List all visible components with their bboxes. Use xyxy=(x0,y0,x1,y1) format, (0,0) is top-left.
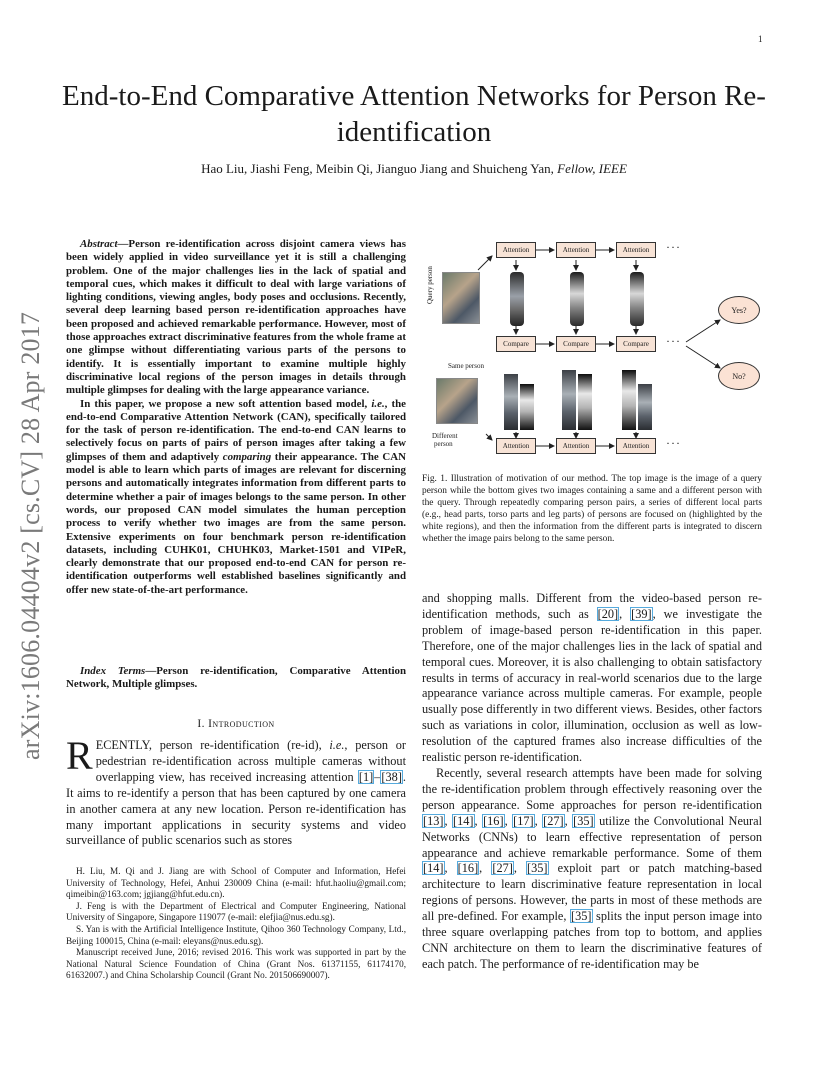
section-heading-introduction: I. Introduction xyxy=(197,718,275,730)
footnote: Manuscript received June, 2016; revised 2016. This work was supported in part by the National Natural Science Foundation of China (Grant Nos. 61371155, 61174170, 61632007.) and China Scholarship Council (Grant No. 201506690007). xyxy=(66,947,406,981)
intro-text-1: ECENTLY, person re-identification (re-id), xyxy=(95,738,322,752)
abstract-paragraph-2 xyxy=(66,398,406,597)
index-terms-text: —Person re-identification, Comparative Attention Network, Multiple glimpses. xyxy=(66,665,406,691)
separator: , xyxy=(444,861,457,876)
body-paragraph-2 xyxy=(422,766,762,973)
attention-strip xyxy=(510,272,524,326)
citation-link[interactable]: [13] xyxy=(423,813,444,828)
citation-link[interactable]: [20] xyxy=(597,606,619,621)
separator: , xyxy=(564,813,573,828)
yes-node: Yes? xyxy=(718,296,760,324)
intro-paragraph xyxy=(66,733,406,849)
separator: , xyxy=(479,861,492,876)
intro-text-3: . It aims to re-identify a person that has been captured by one camera in another camera at any new location. Person re-identification has many important applications in security systems and video surveillance of public scenarios such as stores xyxy=(66,769,406,848)
body-text: exploit part or patch matching-based architecture to learn discriminative feature representation in local regions of persons. However, the parts in most of these methods are all pre-defined. For example, xyxy=(422,861,762,924)
ellipsis: ··· xyxy=(666,436,681,450)
citation-link[interactable]: [35] xyxy=(527,861,548,876)
separator: , xyxy=(534,813,543,828)
attention-box: Attention xyxy=(496,438,536,454)
attention-box: Attention xyxy=(616,438,656,454)
abstract-ie: i.e. xyxy=(371,397,385,410)
label-different: Different xyxy=(432,432,458,440)
attention-strip xyxy=(630,272,644,326)
citation-link[interactable]: [16] xyxy=(483,813,504,828)
abstract-text-1: —Person re-identification across disjoint camera views has been widely applied in video surveillance yet it is still a challenging problem. One of the major challenges lies in the lack of spatial and temporal cues, which makes it difficult to deal with large variations of lighting conditions, viewing angles, body poses and occlusions. Recently, several deep learning based person re-identification approaches have been proposed and achieved remarkable performance. However, most of those approaches extract discriminative features from the whole frame at one glimpse without differentiating various parts of the persons to identify. It is essentially important to examine multiple highly discriminative local regions of the person images in details through multiple glimpses for dealing with the large appearance variance. xyxy=(66,238,406,397)
figure-1-caption: Fig. 1. Illustration of motivation of our method. The top image is the image of a query person while the bottom gives two images containing a same and a different person with the query. Through repeatedly comparing person pairs, a series of different local parts (e.g., head parts, torso parts and leg parts) of persons are focused on (highlighted by the white regions), and then the information from the different parts is integrated to discern whether the image pairs belong to the same person. xyxy=(422,474,762,544)
candidate-crop xyxy=(578,374,592,430)
body-paragraph-1 xyxy=(422,591,762,766)
index-terms xyxy=(66,665,406,692)
arxiv-sidebar-stamp xyxy=(8,280,54,760)
body-text: Recently, several research attempts have been made for solving the re-identification problem through effectively reasoning over the person appearance. Some approaches for person re-identification xyxy=(422,765,762,812)
citation-link[interactable]: [1] xyxy=(358,769,374,784)
footnote: J. Feng is with the Department of Electrical and Computer Engineering, National University of Singapore, Singapore 119077 (e-mail: elefjia@nus.edu.sg). xyxy=(66,900,406,923)
candidate-crop xyxy=(622,370,636,430)
separator: , xyxy=(474,813,483,828)
footnotes xyxy=(66,866,406,982)
citation-link[interactable]: [27] xyxy=(492,861,513,876)
citation-link[interactable]: [35] xyxy=(573,813,594,828)
abstract-text-2a: In this paper, we propose a new soft attention based model, xyxy=(80,397,368,410)
page-number: 1 xyxy=(758,34,763,44)
citation-link[interactable]: [35] xyxy=(571,909,592,924)
comma: , xyxy=(619,606,623,621)
abstract-paragraph-1 xyxy=(66,238,406,398)
candidate-crop xyxy=(562,370,576,430)
candidate-crop xyxy=(520,384,534,430)
figure-1 xyxy=(426,234,760,454)
candidate-crop xyxy=(504,374,518,430)
same-different-person-photo xyxy=(436,378,478,424)
abstract-text-2c: their appearance. The CAN model is able to learn which parts of images are relevant for discerning persons and automatically integrates information from different parts to determine whether a pair of images belongs to the same person. In other words, our proposed CAN model simulates the human perception process to verify whether two images are from the same person. Extensive experiments on four benchmark person re-identification datasets, including CUHK01, CHUHK03, Market-1501 and VIPeR, clearly demonstrate that our proposed end-to-end CAN for person re-identification outperforms well established baselines significantly and offer new state-of-the-art performance. xyxy=(66,450,406,596)
author-fellow: Fellow, IEEE xyxy=(557,161,627,176)
citation-link[interactable]: [39] xyxy=(631,606,652,621)
citation-link[interactable]: [14] xyxy=(453,813,474,828)
attention-box: Attention xyxy=(556,438,596,454)
query-person-photo xyxy=(442,272,480,324)
arxiv-id: arXiv:1606.04404v2 [cs.CV] 28 Apr 2017 xyxy=(16,311,45,760)
index-terms-label: Index Terms xyxy=(80,665,146,677)
author-list xyxy=(60,161,768,177)
compare-box: Compare xyxy=(556,336,596,352)
label-query-person: Query person xyxy=(426,266,434,304)
separator: , xyxy=(504,813,513,828)
footnote: H. Liu, M. Qi and J. Jiang are with School of Computer and Information, Hefei University of Technology, Hefei, Anhui 230009 China (e-mail: hfut.haoliu@gmail.com; qimeibin@163.com; jgjiang@hfut.edu.cn). xyxy=(66,866,406,900)
abstract-text-2b: , the end-to-end Comparative Attention Network (CAN), specifically tailored for the task of person re-identification. The end-to-end CAN learns to selectively focus on parts of pairs of person images after taking a few glimpses of them and adaptively xyxy=(66,397,407,463)
intro-dash: – xyxy=(374,769,381,784)
citation-link[interactable]: [14] xyxy=(423,861,444,876)
separator: , xyxy=(513,861,527,876)
intro-text-2: , person or pedestrian re-identification across multiple cameras without overlapping view, has received increasing attention xyxy=(95,738,406,784)
label-person: person xyxy=(434,440,453,448)
attention-box: Attention xyxy=(556,242,596,258)
citation-link[interactable]: [27] xyxy=(543,813,564,828)
body-text: splits the input person image into three square overlapping patches from top to bottom, and applies CNN architecture on them to learn the discriminative features of each patch. The performance of re-identification may be xyxy=(422,909,762,971)
citation-link[interactable]: [38] xyxy=(381,769,402,784)
ellipsis: ··· xyxy=(666,334,681,348)
separator: , xyxy=(444,813,453,828)
attention-box: Attention xyxy=(496,242,536,258)
citation-link[interactable]: [16] xyxy=(457,861,479,876)
author-names: Hao Liu, Jiashi Feng, Meibin Qi, Jianguo Jiang and Shuicheng Yan, xyxy=(201,161,554,176)
abstract-label: Abstract xyxy=(80,238,118,250)
compare-box: Compare xyxy=(496,336,536,352)
compare-box: Compare xyxy=(616,336,656,352)
label-same-person: Same person xyxy=(448,362,484,370)
candidate-crop xyxy=(638,384,652,430)
paper-title: End-to-End Comparative Attention Networks for Person Re-identification xyxy=(62,80,766,148)
drop-cap: R xyxy=(66,733,93,778)
body-text: and shopping malls. Different from the video-based person re-identification methods, such as xyxy=(422,591,762,621)
attention-box: Attention xyxy=(616,242,656,258)
intro-ie: i.e. xyxy=(329,738,345,752)
no-node: No? xyxy=(718,362,760,390)
body-text-right xyxy=(422,591,762,973)
abstract-comparing: comparing xyxy=(222,450,272,463)
footnote: S. Yan is with the Artificial Intelligence Institute, Qihoo 360 Technology Company, Ltd., Beijing 100015, China (e-mail: eleyans@nus.edu.sg). xyxy=(66,923,406,946)
body-text: utilize the Convolutional Neural Networks (CNNs) to learn effective representation of person appearance and achieve remarkable performance. Some of them xyxy=(422,813,763,860)
attention-strip xyxy=(570,272,584,326)
abstract xyxy=(66,238,406,597)
ellipsis: ··· xyxy=(666,240,681,254)
body-text: , we investigate the problem of image-based person re-identification in this paper. Therefore, one of the major challenges lies in the lack of spatial and temporal cues. Moreover, it is also challenging to obtain satisfactory results in terms of accuracy in real-world scenarios due to the large appearance variance across multiple cameras. For example, people usually pose differently in two different views. Besides, other factors such as variations in color, illumination, occlusion as well as low-resolution of the captured frames also increase difficulties of the realistic person re-identification. xyxy=(422,606,762,765)
citation-link[interactable]: [17] xyxy=(513,813,534,828)
